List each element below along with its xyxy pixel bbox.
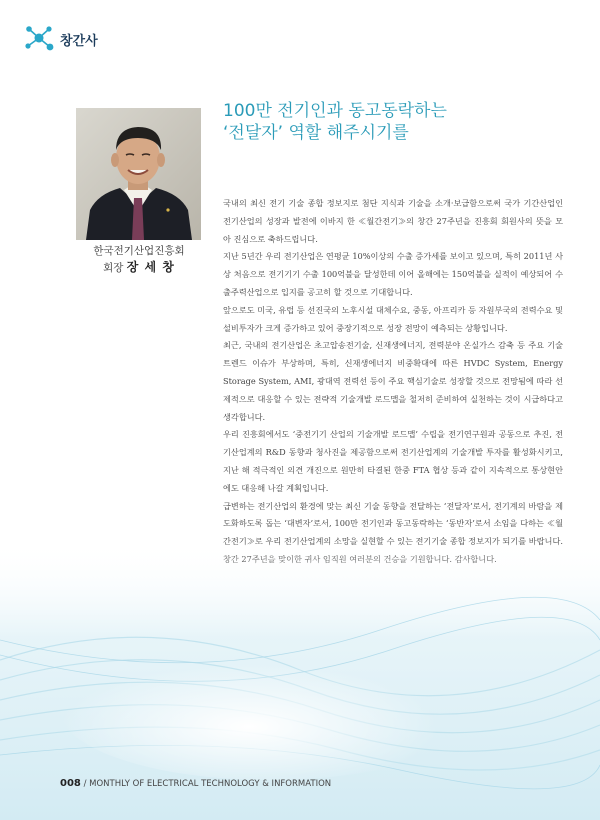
page-footer [60,778,331,789]
page-number: 008 [60,778,81,789]
article-headline [223,100,563,144]
section-label: 창간사 [60,34,98,49]
body-paragraph: 최근, 국내의 전기산업은 초고압송전기술, 신재생에너지, 전력분야 온실가스 감축 등 주요 기술 트렌드 이슈가 부상하며, 특히, 신재생에너지 비중확대에 따른 HVDC System, Energy Storage System, AMI, 광대역 전력선 등이 주요 핵심기술로 성장할 것으로 전망됨에 따라 선제적으로 대응할 수 있는 전략적 기술개발 로드맵을 철저히 준비하여 실천하는 것이 시급하다고 생각합니다. [223,340,563,422]
body-paragraph: 지난 5년간 우리 전기산업은 연평균 10%이상의 수출 증가세를 보이고 있으며, 특히 2011년 사상 처음으로 전기기기 수출 100억불을 달성한데 이어 올해에는 150억불을 실적이 예상되어 수출주력산업으로 입지를 공고히 할 것으로 기대합니다. [223,251,563,297]
headline-line-1: 100만 전기인과 동고동락하는 [223,101,447,121]
organization-name: 한국전기산업진흥회 [93,245,185,257]
footer-separator: / [83,779,87,789]
portrait-photo [76,108,201,240]
author-role: 회장 [103,262,124,274]
body-paragraph: 우리 진흥회에서도 ‘중전기기 산업의 기술개발 로드맵’ 수립을 전기연구원과 공동으로 추진, 전기산업계의 R&D 동향과 청사진을 제공함으로써 전기산업계의 기술개발 투자를 활성화시키고, 지난 해 적극적인 의견 개진으로 원만히 타결된 한중 FTA 협상 등과 같이 지속적으로 통상현안에도 대응해 나갈 계획입니다. [223,429,563,493]
body-paragraph: 앞으로도 미국, 유럽 등 선진국의 노후시설 대체수요, 중동, 아프리카 등 자원부국의 전력수요 및 설비투자가 크게 증가하고 있어 중장기적으로 성장 전망이 예측되는 상황입니다. [223,304,563,333]
article-body [223,195,563,569]
body-paragraph: 국내의 최신 전기 기술 종합 정보지로 첨단 지식과 기술을 소개·보급함으로써 국가 기간산업인 전기산업의 성장과 발전에 이바지 한 ≪월간전기≫의 창간 27주년을 진흥회 회원사의 뜻을 모아 진심으로 축하드립니다. [223,198,563,244]
author-line [60,258,218,275]
author-name: 장 세 창 [126,260,175,274]
magazine-title: MONTHLY OF ELECTRICAL TECHNOLOGY & INFORMATION [89,779,332,789]
headline-line-2: ‘전달자’ 역할 해주시기를 [223,123,409,143]
body-paragraph: 급변하는 전기산업의 환경에 맞는 최신 기술 동향을 전달하는 ‘전달자’로서, 전기계의 바람을 제도화하도록 돕는 ‘대변자’로서, 100만 전기인과 동고동락하는 ‘동반자’로서 소임을 다하는 ≪월 [223,500,563,529]
molecule-network-icon [24,24,54,52]
